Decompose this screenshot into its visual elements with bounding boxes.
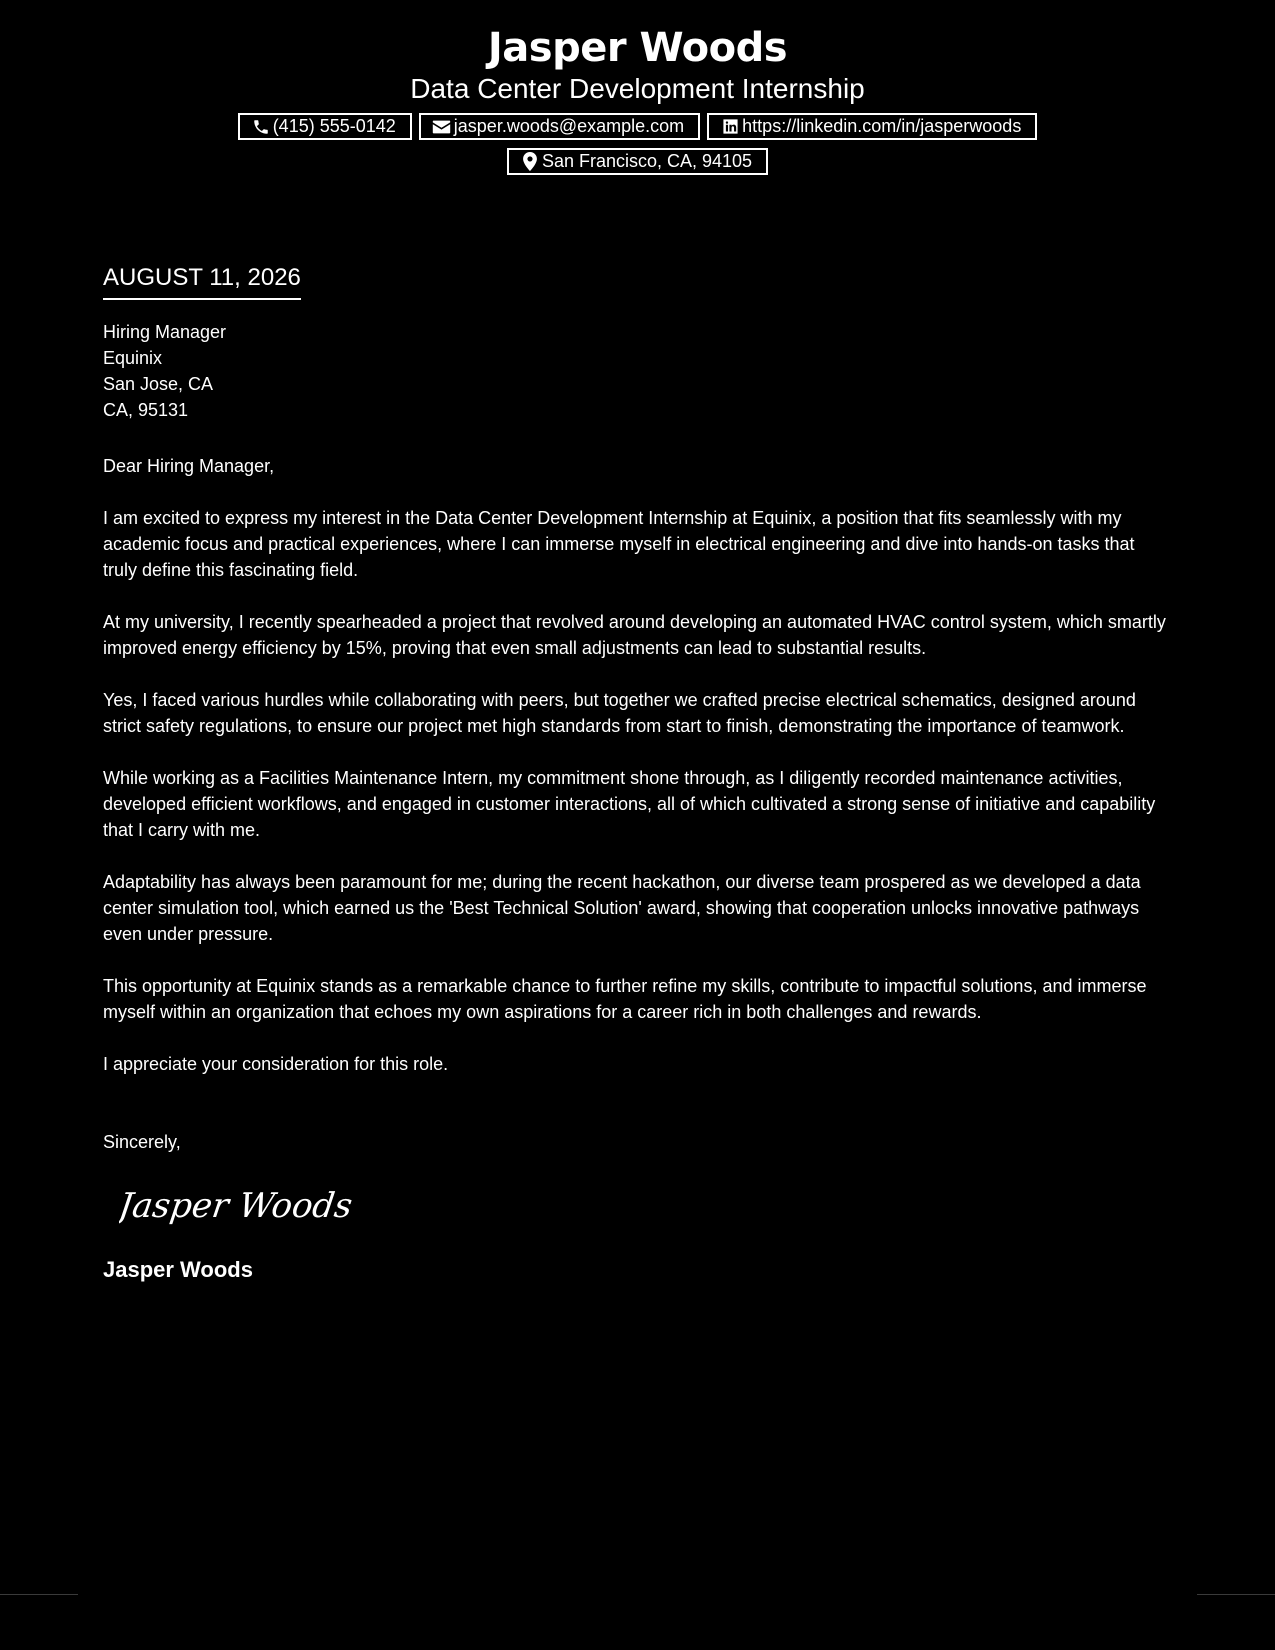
salutation: Dear Hiring Manager,: [103, 456, 275, 476]
email-contact[interactable]: [419, 113, 700, 140]
recipient-line: CA, 95131: [103, 400, 189, 420]
location-text: San Francisco, CA, 94105: [541, 151, 753, 171]
envelope-icon: [432, 118, 452, 136]
letter-body: [103, 262, 1173, 1283]
phone-contact[interactable]: [238, 113, 412, 140]
body-paragraph: At my university, I recently spearheaded a project that revolved around developing an automated HVAC control system, which smartly improved energy efficiency by 15%, proving that even small adjustments can lead to substantial results.: [103, 612, 1166, 658]
body-paragraph: I am excited to express my interest in the Data Center Development Internship at Equinix, a position that fits seamlessly with my academic focus and practical experiences, where I can immerse myself in electrical engineering and dive into hands-on tasks that truly define this fascinating field.: [103, 508, 1135, 580]
email-text: jasper.woods@example.com: [453, 116, 685, 136]
body-paragraph: Adaptability has always been paramount for me; during the recent hackathon, our diverse team prospered as we developed a data center simulation tool, which earned us the 'Best Technical Solution' award, showing that cooperation unlocks innovative pathways even under pressure.: [103, 872, 1141, 944]
body-paragraph: While working as a Facilities Maintenance Intern, my commitment shone through, as I diligently recorded maintenance activities, developed efficient workflows, and engaged in customer interactions, all of which cultivated a strong sense of initiative and capability that I carry with me.: [103, 768, 1156, 840]
linkedin-contact[interactable]: [707, 113, 1037, 140]
body-paragraph: This opportunity at Equinix stands as a remarkable chance to further refine my skills, contribute to impactful solutions, and immerse myself within an organization that echoes my own aspirations for a career rich in both challenges and rewards.: [103, 976, 1147, 1022]
recipient-line: Equinix: [103, 348, 163, 368]
body-paragraph: Yes, I faced various hurdles while collaborating with peers, but together we crafted precise electrical schematics, designed around strict safety regulations, to ensure our project met high standards from start to finish, demonstrating the importance of teamwork.: [103, 690, 1136, 736]
map-pin-icon: [520, 153, 540, 171]
phone-text: (415) 555-0142: [272, 116, 396, 136]
footer-rule-right: [1197, 1594, 1275, 1595]
linkedin-icon: [720, 118, 740, 136]
job-title: Data Center Development Internship: [410, 73, 865, 104]
location-contact[interactable]: [507, 148, 768, 175]
recipient-line: San Jose, CA: [103, 374, 214, 394]
closing: Sincerely,: [103, 1132, 181, 1152]
letter-header: [0, 22, 1275, 175]
signature-graphic: [119, 1177, 359, 1233]
recipient-block: [103, 319, 1173, 423]
recipient-line: Hiring Manager: [103, 322, 227, 342]
handwritten-signature: [119, 1177, 1173, 1233]
letter-date: AUGUST 11, 2026: [103, 262, 301, 300]
applicant-name: Jasper Woods: [487, 25, 788, 71]
contact-row-2: [0, 148, 1275, 175]
contact-row: [0, 113, 1275, 140]
svg-text:Jasper Woods: Jasper Woods: [119, 1186, 355, 1226]
body-paragraph: I appreciate your consideration for this role.: [103, 1054, 449, 1074]
linkedin-text: https://linkedin.com/in/jasperwoods: [742, 116, 1022, 136]
footer-rule-left: [0, 1594, 78, 1595]
signer-name: Jasper Woods: [103, 1257, 253, 1282]
phone-icon: [251, 118, 271, 136]
